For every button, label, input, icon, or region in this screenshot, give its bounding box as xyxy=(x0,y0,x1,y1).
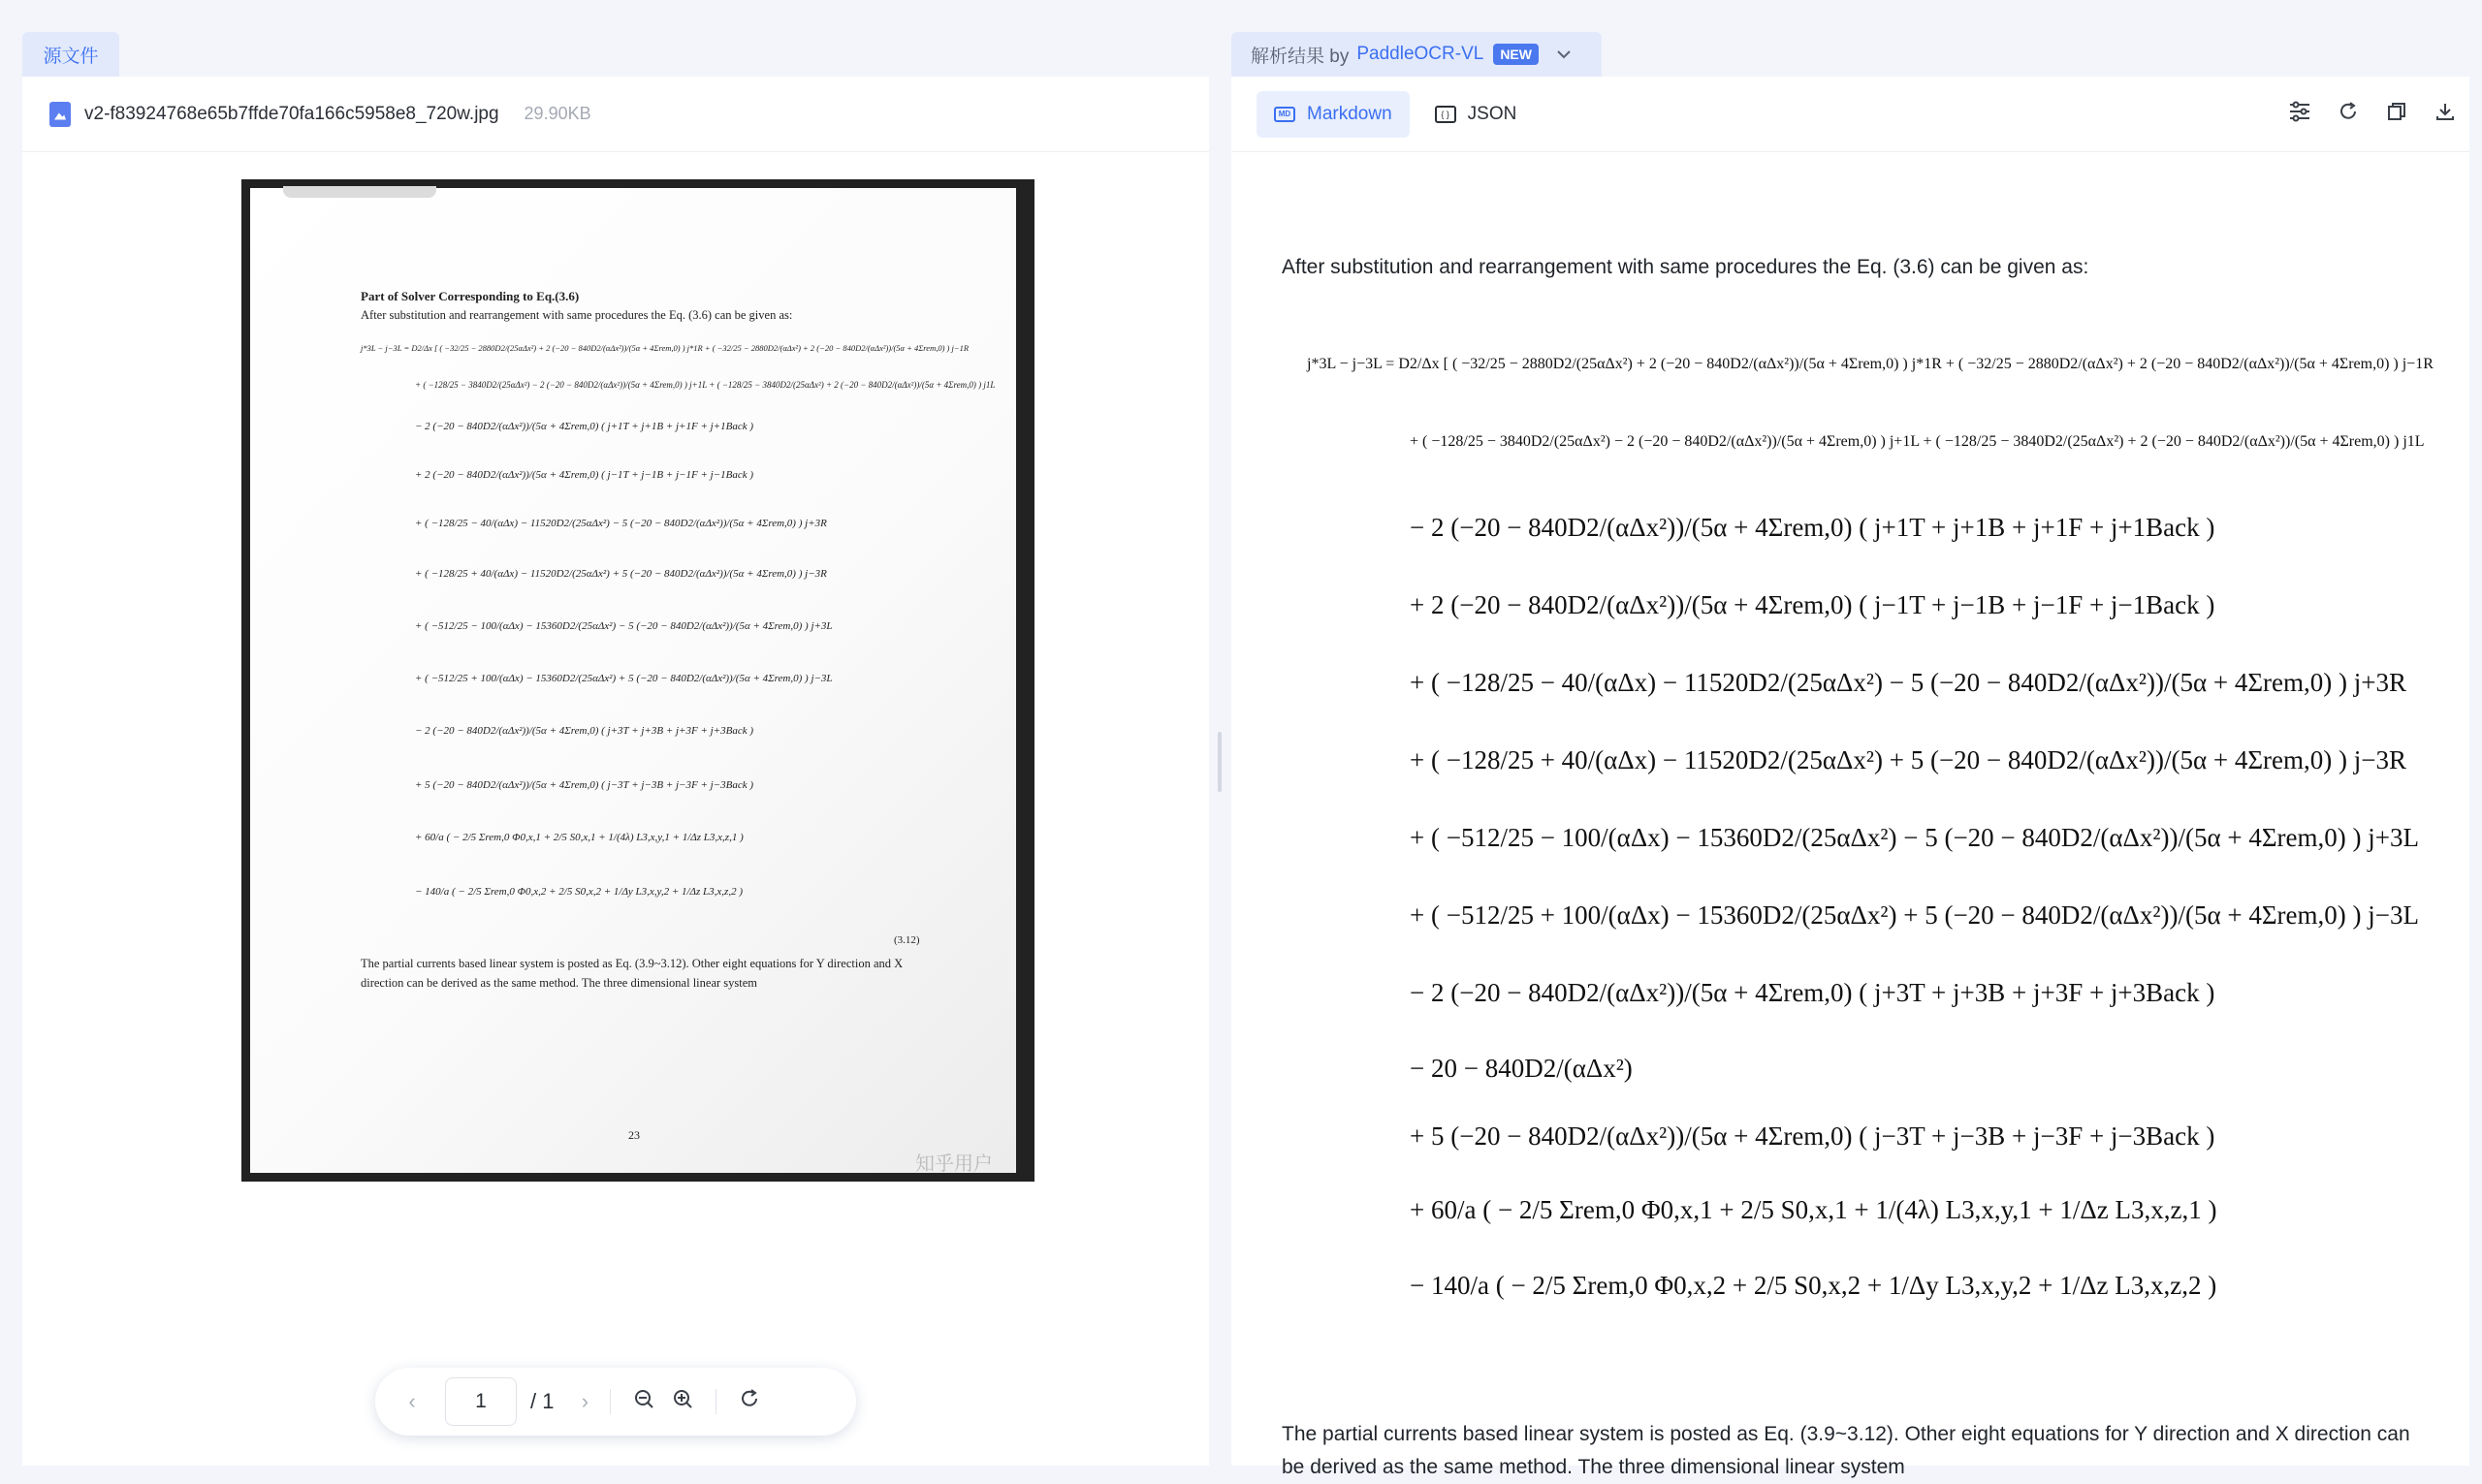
json-icon: { } xyxy=(1435,106,1456,123)
doc-equation-line: + ( −128/25 − 40/(αΔx) − 11520D2/(25αΔx²) − 5 (−20 − 840D2/(αΔx²))/(5α + 4Σrem,0) ) j+3R xyxy=(415,518,827,529)
chevron-right-icon[interactable]: › xyxy=(581,1389,589,1413)
file-image-icon xyxy=(49,102,71,127)
copy-icon[interactable] xyxy=(2372,101,2421,129)
page-number-input[interactable]: 1 xyxy=(445,1377,517,1426)
result-header xyxy=(1231,77,2469,152)
math-line: − 2 (−20 − 840D2/(αΔx²))/(5α + 4Σrem,0) ( j+3T + j+3B + j+3F + j+3Back ) xyxy=(1410,978,2215,1007)
tab-markdown-label: Markdown xyxy=(1307,103,1392,124)
document-paper xyxy=(250,188,1016,1173)
tab-source-file[interactable] xyxy=(22,32,119,77)
math-line: + ( −512/25 − 100/(αΔx) − 15360D2/(25αΔx²) − 5 (−20 − 840D2/(αΔx²))/(5α + 4Σrem,0) ) j+3L xyxy=(1410,823,2419,852)
math-line: + ( −128/25 + 40/(αΔx) − 11520D2/(25αΔx²) + 5 (−20 − 840D2/(αΔx²))/(5α + 4Σrem,0) ) j−3R xyxy=(1410,745,2407,774)
doc-equation-line: j*3L − j−3L = D2/Δx [ ( −32/25 − 2880D2/(25αΔx²) + 2 (−20 − 840D2/(αΔx²))/(5α + 4Σrem,0) ) j*1R + ( −32/25 − 2880D2/(αΔx²) + 2 (−20 − 840D2/(αΔx²))/(5α + 4Σrem,0) ) j−1R xyxy=(361,343,970,353)
result-panel xyxy=(1231,77,2469,1478)
tab-source-file-label: 源文件 xyxy=(43,46,99,67)
rotate-icon[interactable] xyxy=(730,1388,769,1415)
refresh-icon[interactable] xyxy=(2324,101,2372,129)
math-line: + 60/a ( − 2/5 Σrem,0 Φ0,x,1 + 2/5 S0,x,1 + 1/(4λ) L3,x,y,1 + 1/Δz L3,x,z,1 ) xyxy=(1410,1195,2217,1224)
result-paragraph: The partial currents based linear system is posted as Eq. (3.9~3.12). Other eight equations for Y direction and X direction can be derived as the same method. The three dimensional linear system xyxy=(1282,1423,2410,1478)
source-header xyxy=(22,77,1209,152)
math-line: + ( −128/25 − 3840D2/(25αΔx²) − 2 (−20 − 840D2/(αΔx²))/(5α + 4Σrem,0) ) j+1L + ( −128/25 − 3840D2/(25αΔx²) + 2 (−20 − 840D2/(αΔx²))/(5α + 4Σrem,0) ) j1L xyxy=(1410,433,2425,450)
doc-equation-line: + 5 (−20 − 840D2/(αΔx²))/(5α + 4Σrem,0) ( j−3T + j−3B + j−3F + j−3Back ) xyxy=(415,779,753,791)
tab-parse-result[interactable] xyxy=(1231,32,1602,77)
document-title: Part of Solver Corresponding to Eq.(3.6) xyxy=(361,289,580,303)
doc-equation-line: − 2 (−20 − 840D2/(αΔx²))/(5α + 4Σrem,0) ( j+3T + j+3B + j+3F + j+3Back ) xyxy=(415,725,753,737)
page-navigator xyxy=(375,1368,856,1436)
math-line: + ( −512/25 + 100/(αΔx) − 15360D2/(25αΔx²) + 5 (−20 − 840D2/(αΔx²))/(5α + 4Σrem,0) ) j−3L xyxy=(1410,900,2419,930)
parse-result-prefix: 解析结果 by xyxy=(1251,46,1350,67)
doc-equation-line: + 2 (−20 − 840D2/(αΔx²))/(5α + 4Σrem,0) ( j−1T + j−1B + j−1F + j−1Back ) xyxy=(415,469,753,481)
tab-json[interactable] xyxy=(1417,91,1535,138)
result-actions xyxy=(2275,77,2469,152)
document-intro: After substitution and rearrangement with same procedures the Eq. (3.6) can be given as: xyxy=(361,308,793,322)
chevron-left-icon[interactable]: ‹ xyxy=(408,1389,416,1413)
tab-json-label: JSON xyxy=(1467,103,1517,124)
doc-equation-line: + ( −512/25 + 100/(αΔx) − 15360D2/(25αΔx²) + 5 (−20 − 840D2/(αΔx²))/(5α + 4Σrem,0) ) j−3L xyxy=(415,673,833,684)
doc-equation-line: + ( −128/25 + 40/(αΔx) − 11520D2/(25αΔx²) + 5 (−20 − 840D2/(αΔx²))/(5α + 4Σrem,0) ) j−3R xyxy=(415,568,827,580)
file-name: v2-f83924768e65b7ffde70fa166c5958e8_720w.jpg xyxy=(84,103,499,124)
document-paragraph: The partial currents based linear system is posted as Eq. (3.9~3.12). Other eight equations for Y direction and X direction can be derived as the same method. The three dimensional linear system xyxy=(361,957,904,990)
markdown-icon: MD xyxy=(1274,107,1295,122)
document-page-number: 23 xyxy=(628,1128,640,1142)
math-line: j*3L − j−3L = D2/Δx [ ( −32/25 − 2880D2/(25αΔx²) + 2 (−20 − 840D2/(αΔx²))/(5α + 4Σrem,0) ) j*1R + ( −32/25 − 2880D2/(αΔx²) + 2 (−20 − 840D2/(αΔx²))/(5α + 4Σrem,0) ) j−1R xyxy=(1307,356,2434,372)
panel-resize-handle[interactable] xyxy=(1218,732,1222,792)
settings-sliders-icon[interactable] xyxy=(2275,101,2324,129)
math-line: − 140/a ( − 2/5 Σrem,0 Φ0,x,2 + 2/5 S0,x,2 + 1/Δy L3,x,y,2 + 1/Δz L3,x,z,2 ) xyxy=(1410,1271,2217,1300)
markdown-content xyxy=(1231,152,2469,1478)
parser-brand: PaddleOCR-VL xyxy=(1356,44,1484,64)
doc-equation-line: − 140/a ( − 2/5 Σrem,0 Φ0,x,2 + 2/5 S0,x,2 + 1/Δy L3,x,y,2 + 1/Δz L3,x,z,2 ) xyxy=(415,886,743,898)
chevron-down-icon[interactable] xyxy=(1556,44,1572,65)
document-preview xyxy=(241,179,1034,1182)
page-total: / 1 xyxy=(530,1389,555,1413)
doc-equation-line: + ( −128/25 − 3840D2/(25αΔx²) − 2 (−20 − 840D2/(αΔx²))/(5α + 4Σrem,0) ) j+1L + ( −128/25 − 3840D2/(25αΔx²) + 2 (−20 − 840D2/(αΔx²))/(5α + 4Σrem,0) ) j1L xyxy=(415,380,996,390)
tab-markdown[interactable] xyxy=(1257,91,1410,138)
toolbar-divider xyxy=(610,1389,611,1414)
zoom-out-icon[interactable] xyxy=(624,1388,663,1415)
new-badge: NEW xyxy=(1493,44,1539,65)
result-intro: After substitution and rearrangement with same procedures the Eq. (3.6) can be given as: xyxy=(1282,256,2089,278)
doc-equation-line: − 2 (−20 − 840D2/(αΔx²))/(5α + 4Σrem,0) ( j+1T + j+1B + j+1F + j+1Back ) xyxy=(415,421,753,432)
math-line: + 5 (−20 − 840D2/(αΔx²))/(5α + 4Σrem,0) ( j−3T + j−3B + j−3F + j−3Back ) xyxy=(1410,1121,2215,1151)
math-line: − 20 − 840D2/(αΔx²) xyxy=(1410,1054,1633,1083)
math-line: + 2 (−20 − 840D2/(αΔx²))/(5α + 4Σrem,0) ( j−1T + j−1B + j−1F + j−1Back ) xyxy=(1410,590,2215,619)
doc-equation-line: + ( −512/25 − 100/(αΔx) − 15360D2/(25αΔx²) − 5 (−20 − 840D2/(αΔx²))/(5α + 4Σrem,0) ) j+3L xyxy=(415,620,833,632)
source-panel xyxy=(22,77,1209,1466)
scan-notch xyxy=(283,186,436,198)
equation-number: (3.12) xyxy=(894,934,920,946)
download-icon[interactable] xyxy=(2421,101,2469,129)
doc-equation-line: + 60/a ( − 2/5 Σrem,0 Φ0,x,1 + 2/5 S0,x,1 + 1/(4λ) L3,x,y,1 + 1/Δz L3,x,z,1 ) xyxy=(415,832,744,843)
math-line: + ( −128/25 − 40/(αΔx) − 11520D2/(25αΔx²) − 5 (−20 − 840D2/(αΔx²))/(5α + 4Σrem,0) ) j+3R xyxy=(1410,668,2407,697)
watermark: 知乎用户 xyxy=(915,1152,993,1175)
math-line: − 2 (−20 − 840D2/(αΔx²))/(5α + 4Σrem,0) ( j+1T + j+1B + j+1F + j+1Back ) xyxy=(1410,513,2215,542)
file-size: 29.90KB xyxy=(524,104,591,123)
zoom-in-icon[interactable] xyxy=(663,1388,702,1415)
